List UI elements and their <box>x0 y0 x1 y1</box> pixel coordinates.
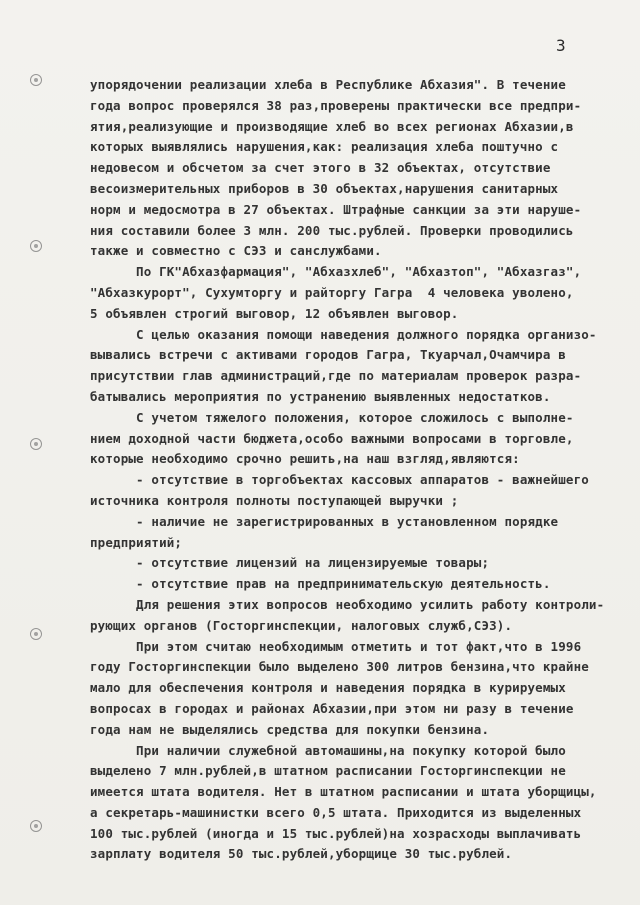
binding-hole-mark <box>30 820 42 832</box>
text-line: вопросах в городах и районах Абхазии,при этом ни разу в течение <box>90 700 574 716</box>
text-line: а секретарь-машинистки всего 0,5 штата. Приходится из выделенных <box>90 804 582 820</box>
text-line: - отсутствие прав на предпринимательскую деятельность. <box>90 576 551 592</box>
text-line: норм и медосмотра в 27 объектах. Штрафные санкции за эти наруше- <box>90 201 582 217</box>
text-line: мало для обеспечения контроля и наведения порядка в курируемых <box>90 680 566 696</box>
text-line: "Абхазкурорт", Сухумторгу и райторгу Гагра 4 человека уволено, <box>90 284 574 300</box>
text-line: весоизмерительных приборов в 30 объектах,нарушения санитарных <box>90 180 559 196</box>
text-line: - отсутствие в торгобъектах кассовых аппаратов - важнейшего <box>90 472 589 488</box>
text-line: ния составили более 3 млн. 200 тыс.рублей. Проверки проводились <box>90 222 574 238</box>
text-line: предприятий; <box>90 534 183 550</box>
page-number: 3 <box>556 36 567 55</box>
text-line: нием доходной части бюджета,особо важными вопросами в торговле, <box>90 430 574 446</box>
binding-hole-mark <box>30 628 42 640</box>
text-line: 5 объявлен строгий выговор, 12 объявлен выговор. <box>90 305 459 321</box>
text-line: При этом считаю необходимым отметить и тот факт,что в 1996 <box>90 638 582 654</box>
text-line: - отсутствие лицензий на лицензируемые товары; <box>90 555 490 571</box>
text-line: году Госторгинспекции было выделено 300 литров бензина,что крайне <box>90 659 589 675</box>
text-line: имеется штата водителя. Нет в штатном расписании и штата уборщицы, <box>90 784 597 800</box>
text-line: По ГК"Абхазфармация", "Абхазхлеб", "Абхазтоп", "Абхазгаз", <box>90 264 582 280</box>
document-body <box>90 75 636 865</box>
binding-hole-mark <box>30 74 42 86</box>
text-line: которые необходимо срочно решить,на наш взгляд,являются: <box>90 451 520 467</box>
text-line: ятия,реализующие и производящие хлеб во всех регионах Абхазии,в <box>90 118 574 134</box>
text-line: недовесом и обсчетом за счет этого в 32 объектах, отсутствие <box>90 160 551 176</box>
text-line: присутствии глав администраций,где по материалам проверок разра- <box>90 368 582 384</box>
text-line: выделено 7 млн.рублей,в штатном расписании Госторгинспекции не <box>90 763 566 779</box>
text-line: Для решения этих вопросов необходимо усилить работу контроли- <box>90 596 605 612</box>
text-line: которых выявлялись нарушения,как: реализация хлеба поштучно с <box>90 139 559 155</box>
text-line: С целью оказания помощи наведения должного порядка организо- <box>90 326 597 342</box>
text-line: упорядочении реализации хлеба в Республике Абхазия". В течение <box>90 77 566 92</box>
text-line: рующих органов (Госторгинспекции, налоговых служб,СЭЗ). <box>90 617 513 633</box>
binding-hole-mark <box>30 240 42 252</box>
text-line: - наличие не зарегистрированных в установленном порядке <box>90 513 559 529</box>
text-line: 100 тыс.рублей (иногда и 15 тыс.рублей)на хозрасходы выплачивать <box>90 825 582 841</box>
text-line: года нам не выделялись средства для покупки бензина. <box>90 721 490 737</box>
binding-hole-mark <box>30 438 42 450</box>
text-line: источника контроля полноты поступающей выручки ; <box>90 492 459 508</box>
text-line: зарплату водителя 50 тыс.рублей,уборщице 30 тыс.рублей. <box>90 846 513 862</box>
text-line: С учетом тяжелого положения, которое сложилось с выполне- <box>90 409 574 425</box>
text-line: При наличии служебной автомашины,на покупку которой было <box>90 742 566 758</box>
text-line: года вопрос проверялся 38 раз,проверены практически все предпри- <box>90 97 582 113</box>
text-line: вывались встречи с активами городов Гагра, Ткуарчал,Очамчира в <box>90 347 566 363</box>
text-line: также и совместно с СЭЗ и санслужбами. <box>90 243 382 259</box>
text-line: батывались мероприятия по устранению выявленных недостатков. <box>90 388 551 404</box>
